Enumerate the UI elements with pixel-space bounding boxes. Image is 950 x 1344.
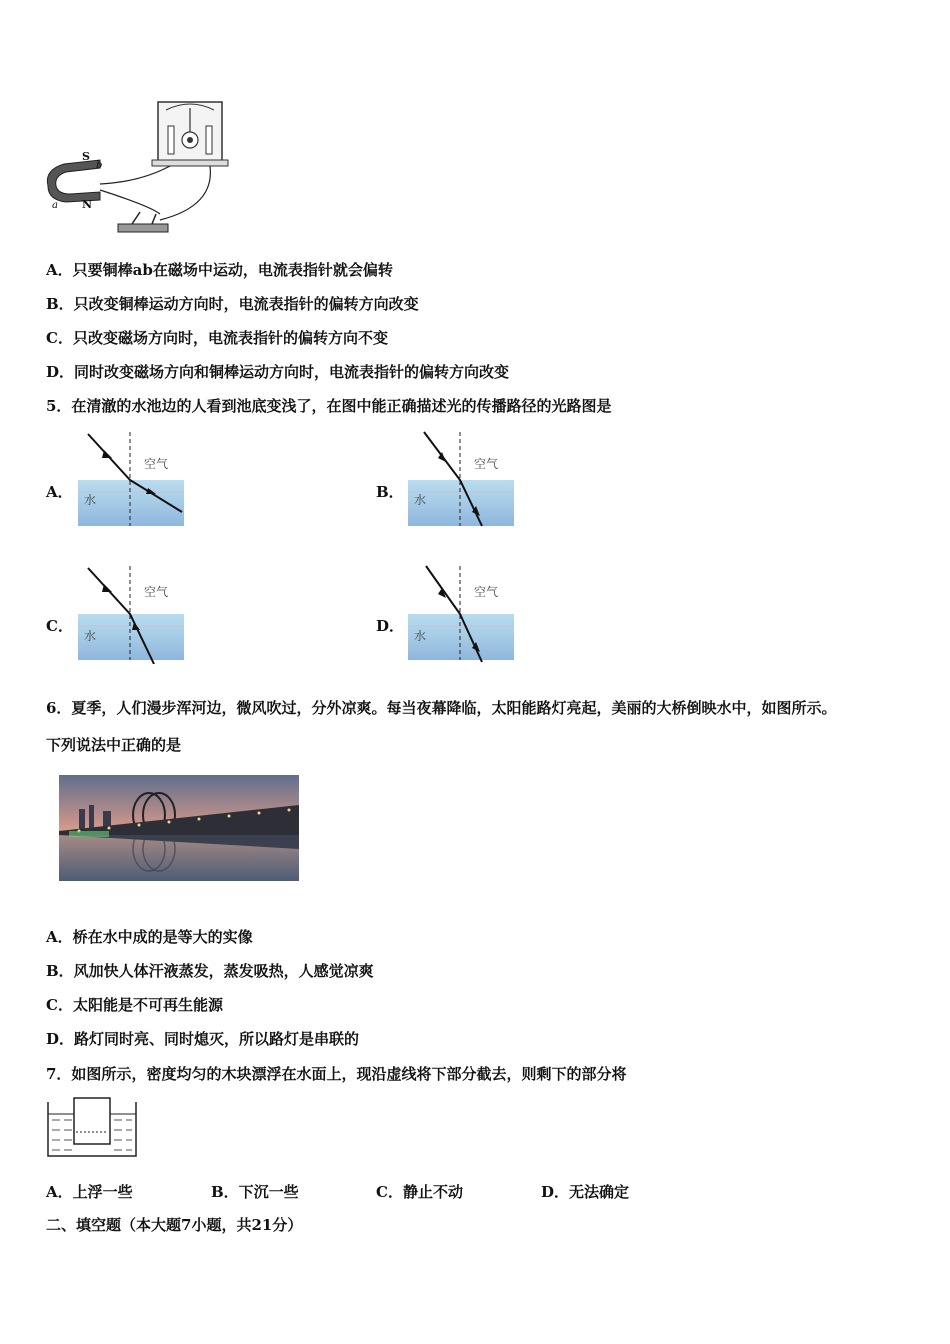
q7-option-c: C．静止不动	[376, 1183, 463, 1201]
q5-d-air-label: 空气	[474, 585, 499, 599]
q5-option-a-label: A．	[46, 483, 73, 501]
q5-b-water-label: 水	[414, 493, 427, 507]
q5-diagram-c	[76, 564, 186, 664]
q4-circuit-figure	[40, 96, 230, 244]
q5-c-air-label: 空气	[144, 585, 169, 599]
q5-a-air-label: 空气	[144, 457, 169, 471]
q7-floating-block-figure	[44, 1096, 140, 1160]
q5-diagram-b	[406, 430, 516, 530]
q6-option-b: B．风加快人体汗液蒸发，蒸发吸热，人感觉凉爽	[46, 962, 374, 980]
q5-c-water-label: 水	[84, 629, 97, 643]
q4-label-n: N	[82, 198, 93, 211]
q7-option-a: A．上浮一些	[46, 1183, 133, 1201]
q7-stem: 7．如图所示，密度均匀的木块漂浮在水面上，现沿虚线将下部分截去，则剩下的部分将	[46, 1065, 627, 1083]
q4-option-d: D．同时改变磁场方向和铜棒运动方向时，电流表指针的偏转方向改变	[46, 363, 510, 381]
q7-option-b: B．下沉一些	[211, 1183, 299, 1201]
q6-option-a: A．桥在水中成的是等大的实像	[46, 928, 253, 946]
q6-bridge-photo	[59, 775, 299, 881]
q4-label-a: a	[52, 200, 58, 211]
q7-option-d: D．无法确定	[541, 1183, 630, 1201]
q5-option-d-label: D．	[376, 617, 405, 635]
section2-heading: 二、填空题（本大题7小题，共21分）	[46, 1216, 303, 1234]
q6-stem-line1: 6．夏季，人们漫步浑河边，微风吹过，分外凉爽。每当夜幕降临，太阳能路灯亮起，美丽的大桥倒映水中，如图所示。	[46, 699, 837, 717]
q6-option-c: C．太阳能是不可再生能源	[46, 996, 223, 1014]
q4-option-a: A．只要铜棒ab在磁场中运动，电流表指针就会偏转	[46, 261, 393, 279]
q4-label-b: b	[96, 160, 103, 171]
q5-a-water-label: 水	[84, 493, 97, 507]
q5-diagram-a	[76, 430, 186, 530]
q5-option-b-label: B．	[376, 483, 404, 501]
q4-option-b: B．只改变铜棒运动方向时，电流表指针的偏转方向改变	[46, 295, 419, 313]
q6-option-d: D．路灯同时亮、同时熄灭，所以路灯是串联的	[46, 1030, 360, 1048]
q6-stem-line2: 下列说法中正确的是	[46, 736, 182, 754]
q5-b-air-label: 空气	[474, 457, 499, 471]
q5-stem: 5．在清澈的水池边的人看到池底变浅了，在图中能正确描述光的传播路径的光路图是	[46, 397, 612, 415]
q5-option-c-label: C．	[46, 617, 73, 635]
q4-label-s: S	[82, 150, 90, 163]
q5-d-water-label: 水	[414, 629, 427, 643]
q4-option-c: C．只改变磁场方向时，电流表指针的偏转方向不变	[46, 329, 388, 347]
q5-diagram-d	[406, 564, 516, 664]
